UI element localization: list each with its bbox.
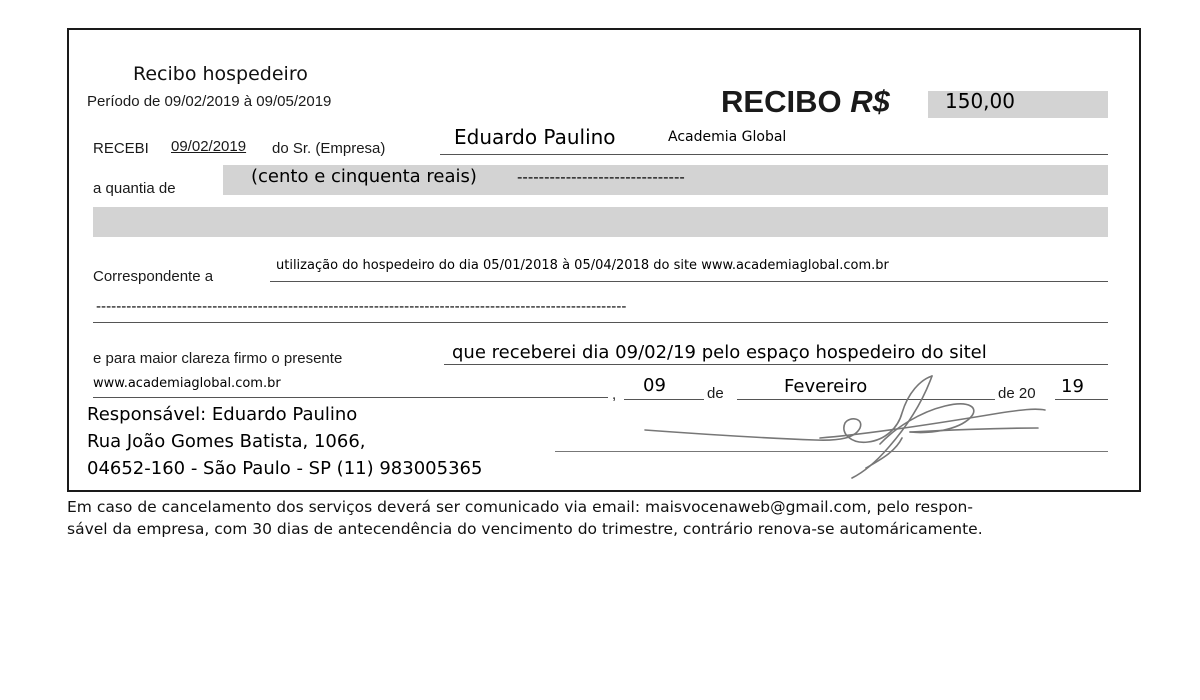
receipt-period: Período de 09/02/2019 à 09/05/2019	[87, 93, 332, 110]
quantia-box-2	[93, 207, 1108, 237]
clareza-line	[444, 364, 1108, 365]
recebi-line	[440, 154, 1108, 155]
recebi-label: RECEBI	[93, 140, 149, 157]
blank-line	[93, 322, 1108, 323]
responsible-line1: Responsável: Eduardo Paulino	[87, 404, 358, 425]
correspondente-text: utilização do hospedeiro do dia 05/01/2018 à 05/04/2018 do site www.academiaglobal.com.br	[276, 258, 889, 273]
recibo-title	[721, 84, 890, 120]
amount-in-words: (cento e cinquenta reais)	[251, 166, 477, 187]
payer-name: Eduardo Paulino	[454, 125, 616, 149]
date-year-suffix: 19	[1061, 376, 1084, 397]
date-comma: ,	[612, 386, 617, 403]
recibo-label: RECIBO	[721, 84, 842, 119]
notice-line2: sável da empresa, com 30 dias de antecendência do vencimento do trimestre, contrário renova-se automáricamente.	[67, 520, 983, 538]
date-month: Fevereiro	[784, 376, 868, 397]
date-de-label: de	[707, 385, 724, 402]
currency-label: R$	[850, 84, 890, 119]
site-text: www.academiaglobal.com.br	[93, 376, 281, 391]
correspondente-line	[270, 281, 1108, 282]
recebi-date: 09/02/2019	[171, 138, 247, 155]
clareza-label: e para maior clareza firmo o presente	[93, 350, 343, 367]
site-line	[93, 397, 608, 398]
date-year-prefix: de 20	[998, 385, 1036, 402]
date-day: 09	[643, 375, 666, 396]
amount-words-dashes: -------------------------------	[517, 168, 685, 186]
signature-drawing	[640, 368, 1080, 488]
notice-line1: Em caso de cancelamento dos serviços deverá ser comunicado via email: maisvocenaweb@gmail.com, pelo respon-	[67, 498, 973, 516]
amount-value: 150,00	[945, 89, 1015, 113]
receipt-header-title: Recibo hospedeiro	[133, 63, 308, 85]
correspondente-label: Correspondente a	[93, 268, 214, 285]
responsible-line2: Rua João Gomes Batista, 1066,	[87, 431, 366, 452]
clareza-text: que receberei dia 09/02/19 pelo espaço hospedeiro do sitel	[452, 342, 987, 363]
payer-company: Academia Global	[668, 129, 787, 145]
responsible-line3: 04652-160 - São Paulo - SP (11) 983005365	[87, 458, 483, 479]
from-label: do Sr. (Empresa)	[272, 140, 386, 157]
quantia-label: a quantia de	[93, 180, 176, 197]
dashes-line: ---------------------------------------------------------------------------------------------------------	[96, 299, 627, 315]
